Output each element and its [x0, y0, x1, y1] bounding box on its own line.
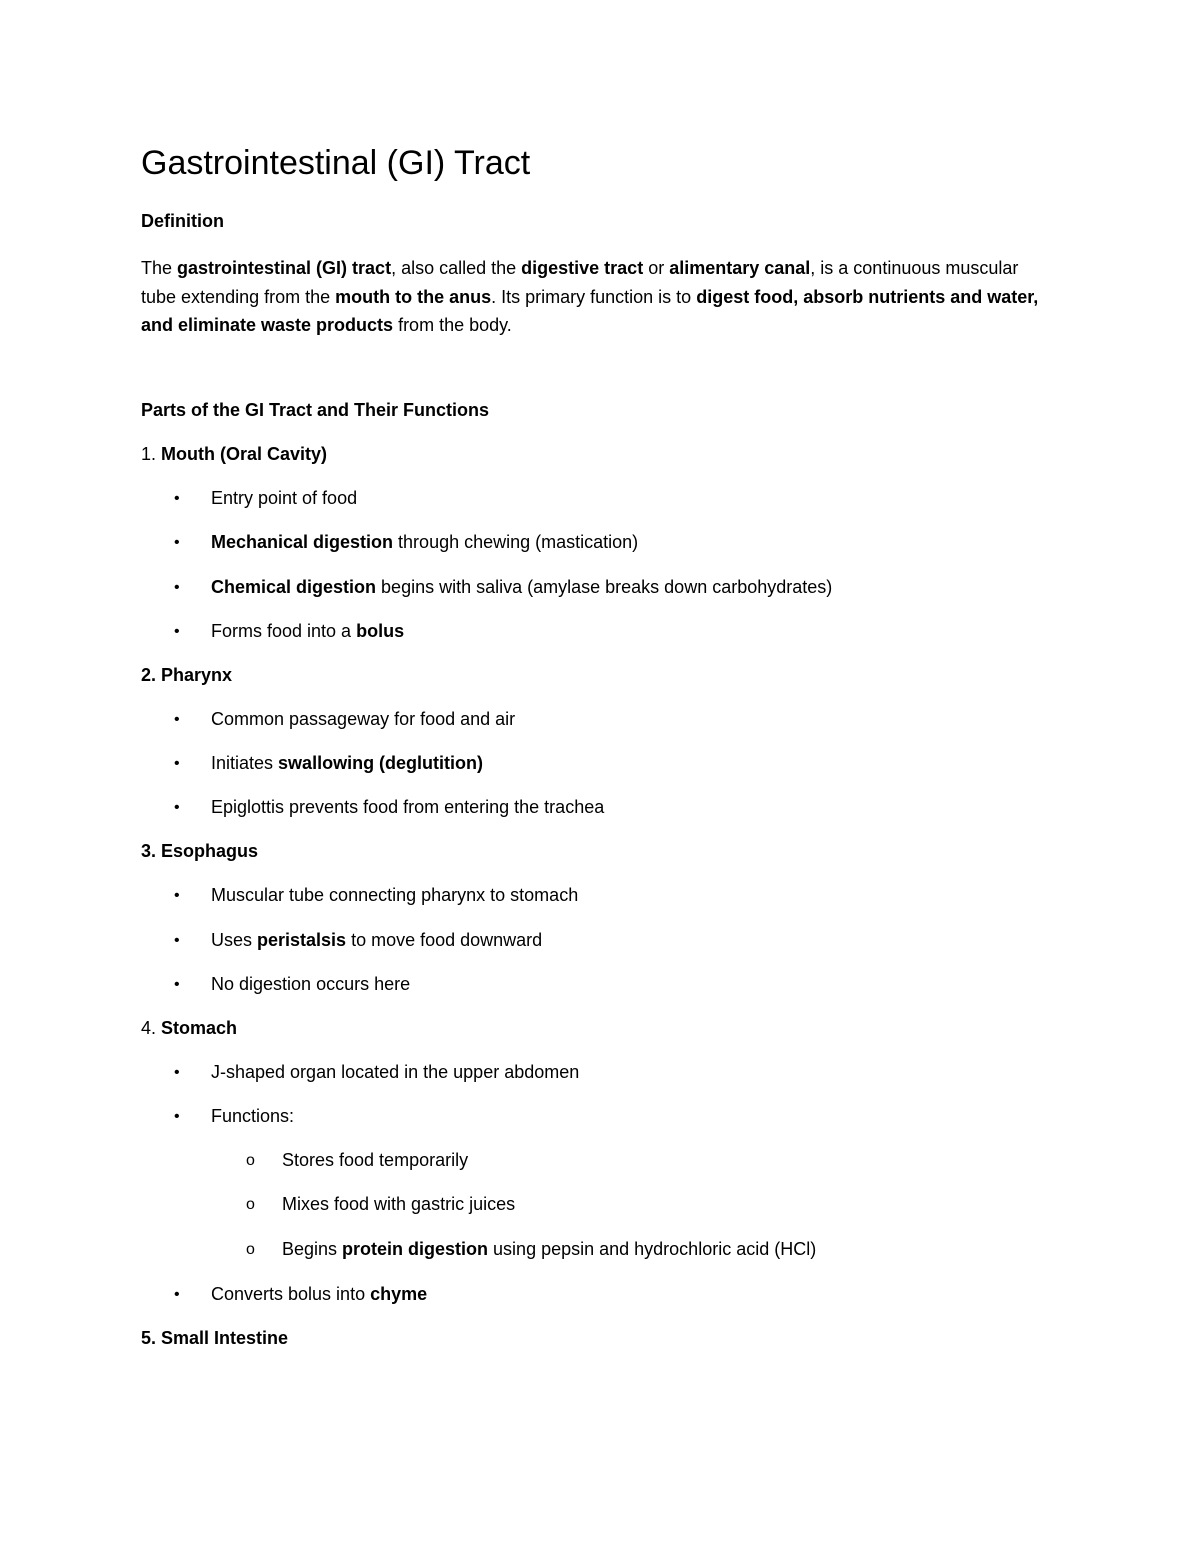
- list-item: [211, 1284, 427, 1305]
- bullet-icon: •: [174, 976, 180, 993]
- section-name: Mouth (Oral Cavity): [161, 444, 328, 464]
- text-run: . Its primary function is to: [491, 286, 697, 307]
- text-run: begins with saliva (amylase breaks down carbohydrates): [376, 577, 833, 597]
- definition-heading: Definition: [141, 211, 224, 231]
- section-esophagus-heading: 3. Esophagus: [141, 841, 259, 861]
- sub-bullet-icon: o: [246, 1241, 255, 1258]
- bold-run: chyme: [370, 1284, 428, 1304]
- bullet-icon: •: [174, 755, 180, 772]
- sub-list-item: Stores food temporarily: [282, 1150, 469, 1170]
- bold-run: Mechanical digestion: [211, 532, 394, 552]
- sub-bullet-icon: o: [246, 1196, 255, 1213]
- section-mouth-heading: [141, 444, 327, 465]
- text-run: Converts bolus into: [211, 1284, 371, 1304]
- text-run: Begins: [282, 1239, 343, 1259]
- bold-run: swallowing (deglutition): [278, 753, 484, 773]
- bullet-icon: •: [174, 932, 180, 949]
- list-item: [211, 577, 832, 598]
- bullet-icon: •: [174, 1064, 180, 1081]
- section-stomach-heading: [141, 1018, 237, 1039]
- bold-run: digestive tract: [521, 258, 644, 278]
- bullet-icon: •: [174, 711, 180, 728]
- text-run: Initiates: [211, 753, 279, 773]
- bold-run: bolus: [356, 621, 405, 641]
- section-number: 1.: [141, 444, 162, 464]
- definition-paragraph: [141, 254, 1041, 340]
- list-item: J-shaped organ located in the upper abdomen: [211, 1062, 580, 1082]
- list-item: Common passageway for food and air: [211, 709, 516, 729]
- bold-run: alimentary canal: [669, 258, 811, 278]
- bullet-icon: •: [174, 623, 180, 640]
- list-item: Entry point of food: [211, 488, 358, 508]
- text-run: from the body.: [393, 315, 512, 335]
- text-run: , is a continuous muscular tube extending from the: [141, 258, 1019, 307]
- list-item: [211, 753, 483, 774]
- text-run: to move food downward: [346, 930, 543, 950]
- section-name: Stomach: [161, 1018, 238, 1038]
- text-run: using pepsin and hydrochloric acid (HCl): [488, 1239, 817, 1259]
- list-item: [211, 532, 638, 553]
- parts-heading: Parts of the GI Tract and Their Functions: [141, 400, 490, 420]
- bold-run: peristalsis: [257, 930, 347, 950]
- text-run: Forms food into a: [211, 621, 357, 641]
- bold-run: mouth to the anus: [335, 286, 492, 307]
- bullet-icon: •: [174, 1286, 180, 1303]
- section-pharynx-heading: 2. Pharynx: [141, 665, 233, 685]
- bullet-icon: •: [174, 534, 180, 551]
- document-title: Gastrointestinal (GI) Tract: [141, 144, 531, 182]
- bullet-icon: •: [174, 887, 180, 904]
- list-item: [211, 621, 404, 642]
- list-item: [211, 930, 542, 951]
- text-run: , also called the: [391, 258, 522, 278]
- bullet-icon: •: [174, 1108, 180, 1125]
- list-item: Muscular tube connecting pharynx to stomach: [211, 885, 579, 905]
- bullet-icon: •: [174, 579, 180, 596]
- sub-list-item: [282, 1239, 816, 1260]
- text-run: Uses: [211, 930, 258, 950]
- section-small-intestine-heading: 5. Small Intestine: [141, 1328, 289, 1348]
- bold-run: Chemical digestion: [211, 577, 377, 597]
- section-number: 4.: [141, 1018, 162, 1038]
- bold-run: digest food, absorb nutrients and water, and eliminate waste products: [141, 286, 1039, 335]
- list-item: Functions:: [211, 1106, 295, 1126]
- list-item: Epiglottis prevents food from entering the trachea: [211, 797, 605, 817]
- text-run: The: [141, 258, 178, 278]
- bullet-icon: •: [174, 490, 180, 507]
- bold-run: gastrointestinal (GI) tract: [177, 258, 392, 278]
- list-item: No digestion occurs here: [211, 974, 411, 994]
- sub-bullet-icon: o: [246, 1152, 255, 1169]
- text-run: or: [643, 258, 670, 278]
- sub-list-item: Mixes food with gastric juices: [282, 1194, 516, 1214]
- text-run: through chewing (mastication): [393, 532, 639, 552]
- bullet-icon: •: [174, 799, 180, 816]
- bold-run: protein digestion: [342, 1239, 489, 1259]
